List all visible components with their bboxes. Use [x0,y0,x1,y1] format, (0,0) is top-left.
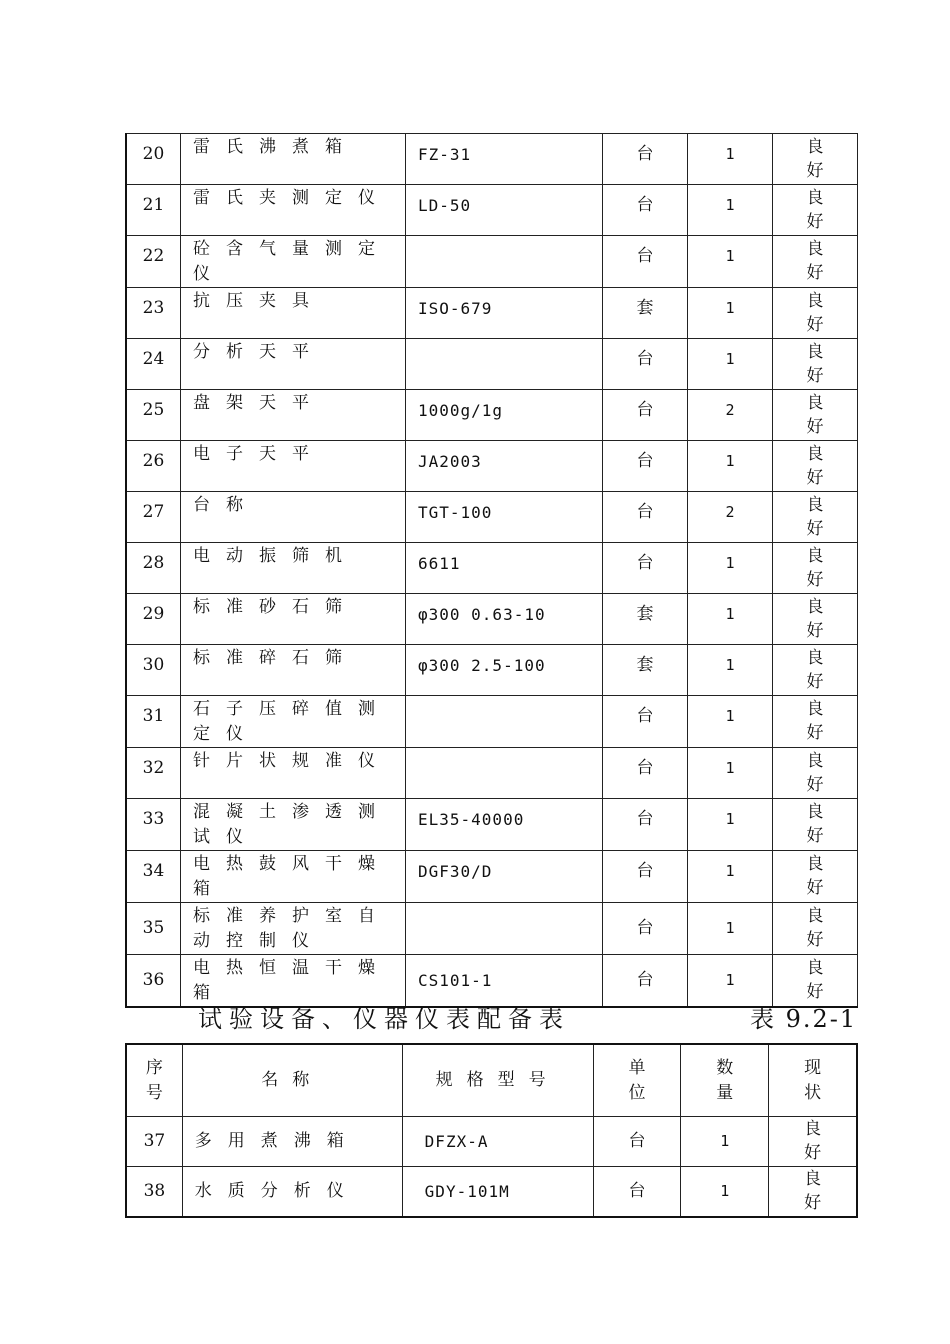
cell-name: 标准养护室自动控制仪 [181,903,406,955]
cell-status: 良好 [773,134,858,185]
cell-name: 电子天平 [181,441,406,492]
cell-no: 25 [126,390,181,441]
cell-status: 良好 [773,185,858,236]
cell-no: 28 [126,543,181,594]
cell-no: 26 [126,441,181,492]
cell-unit: 台 [603,903,688,955]
cell-spec: φ300 0.63-10 [406,594,603,645]
cell-name: 电热鼓风干燥箱 [181,851,406,903]
cell-status: 良好 [773,492,858,543]
cell-name: 混凝土渗透测试仪 [181,799,406,851]
cell-spec: JA2003 [406,441,603,492]
cell-unit: 台 [603,185,688,236]
table-caption-number: 表 9.2-1 [750,1005,858,1033]
table-row [126,134,858,185]
cell-unit: 台 [593,1167,681,1218]
table-row [126,543,858,594]
cell-qty: 1 [681,1117,769,1167]
cell-spec: 1000g/1g [406,390,603,441]
cell-status: 良好 [773,594,858,645]
cell-no: 33 [126,799,181,851]
cell-no: 27 [126,492,181,543]
equipment-table [125,1043,858,1218]
cell-name: 石子压碎值测定仪 [181,696,406,748]
cell-name: 台称 [181,492,406,543]
table-row [126,492,858,543]
cell-no: 36 [126,955,181,1008]
cell-qty: 2 [688,390,773,441]
cell-spec [406,236,603,288]
cell-no: 21 [126,185,181,236]
cell-name: 分析天平 [181,339,406,390]
cell-no: 24 [126,339,181,390]
cell-qty: 1 [688,236,773,288]
cell-no: 22 [126,236,181,288]
header-status: 现状 [769,1044,857,1117]
cell-no: 34 [126,851,181,903]
cell-status: 良好 [773,903,858,955]
cell-unit: 台 [603,799,688,851]
cell-spec: CS101-1 [406,955,603,1008]
cell-unit: 台 [603,955,688,1008]
cell-no: 38 [126,1167,182,1218]
cell-qty: 1 [688,903,773,955]
cell-no: 23 [126,288,181,339]
cell-spec: ISO-679 [406,288,603,339]
cell-unit: 台 [603,339,688,390]
table-row [126,594,858,645]
cell-name: 水质分析仪 [182,1167,402,1218]
cell-spec [406,696,603,748]
table-row [126,851,858,903]
header-qty: 数量 [681,1044,769,1117]
cell-status: 良好 [773,799,858,851]
cell-qty: 1 [688,288,773,339]
header-no: 序号 [126,1044,182,1117]
header-spec: 规格型号 [402,1044,593,1117]
cell-unit: 套 [603,288,688,339]
cell-unit: 台 [603,441,688,492]
table-row [126,1167,857,1218]
cell-status: 良好 [773,696,858,748]
cell-spec [406,903,603,955]
cell-status: 良好 [773,236,858,288]
cell-spec: GDY-101M [402,1167,593,1218]
cell-unit: 套 [603,594,688,645]
cell-spec: EL35-40000 [406,799,603,851]
cell-status: 良好 [769,1117,857,1167]
cell-status: 良好 [773,288,858,339]
cell-spec [406,748,603,799]
cell-qty: 1 [688,799,773,851]
cell-unit: 台 [603,134,688,185]
cell-status: 良好 [769,1167,857,1218]
cell-status: 良好 [773,390,858,441]
cell-unit: 台 [603,390,688,441]
cell-status: 良好 [773,645,858,696]
cell-name: 雷氏夹测定仪 [181,185,406,236]
cell-qty: 1 [688,594,773,645]
table-row [126,799,858,851]
cell-unit: 台 [603,236,688,288]
cell-name: 标准砂石筛 [181,594,406,645]
equipment-table-continued [125,133,858,1008]
cell-no: 29 [126,594,181,645]
table-row [126,441,858,492]
cell-qty: 1 [688,134,773,185]
cell-spec: TGT-100 [406,492,603,543]
cell-no: 35 [126,903,181,955]
cell-spec: DGF30/D [406,851,603,903]
cell-unit: 台 [603,696,688,748]
cell-unit: 台 [593,1117,681,1167]
table-caption-title: 试验设备、仪器仪表配备表 [198,1005,570,1033]
cell-qty: 1 [688,185,773,236]
cell-qty: 1 [688,543,773,594]
cell-name: 盘架天平 [181,390,406,441]
cell-no: 32 [126,748,181,799]
cell-unit: 台 [603,492,688,543]
table-row [126,339,858,390]
table-row [126,903,858,955]
cell-qty: 1 [688,645,773,696]
cell-status: 良好 [773,543,858,594]
cell-status: 良好 [773,441,858,492]
table-row [126,236,858,288]
table-row [126,288,858,339]
table-row [126,390,858,441]
cell-spec: LD-50 [406,185,603,236]
cell-spec: 6611 [406,543,603,594]
cell-unit: 台 [603,543,688,594]
cell-qty: 1 [681,1167,769,1218]
table-row [126,696,858,748]
cell-qty: 1 [688,696,773,748]
cell-name: 电动振筛机 [181,543,406,594]
cell-spec [406,339,603,390]
cell-no: 37 [126,1117,182,1167]
table-row [126,185,858,236]
cell-qty: 1 [688,748,773,799]
header-unit: 单位 [593,1044,681,1117]
cell-spec: φ300 2.5-100 [406,645,603,696]
cell-name: 针片状规准仪 [181,748,406,799]
cell-status: 良好 [773,851,858,903]
header-name: 名称 [182,1044,402,1117]
table-row [126,955,858,1008]
cell-unit: 台 [603,748,688,799]
cell-no: 30 [126,645,181,696]
cell-qty: 1 [688,339,773,390]
table-row [126,1117,857,1167]
cell-spec: FZ-31 [406,134,603,185]
table-row [126,748,858,799]
cell-spec: DFZX-A [402,1117,593,1167]
cell-qty: 1 [688,441,773,492]
cell-name: 标准碎石筛 [181,645,406,696]
cell-unit: 台 [603,851,688,903]
table-row [126,645,858,696]
cell-no: 31 [126,696,181,748]
cell-name: 抗压夹具 [181,288,406,339]
cell-status: 良好 [773,748,858,799]
cell-status: 良好 [773,339,858,390]
cell-status: 良好 [773,955,858,1008]
cell-no: 20 [126,134,181,185]
cell-name: 雷氏沸煮箱 [181,134,406,185]
cell-qty: 1 [688,851,773,903]
cell-name: 砼含气量测定仪 [181,236,406,288]
cell-qty: 2 [688,492,773,543]
cell-qty: 1 [688,955,773,1008]
cell-name: 电热恒温干燥箱 [181,955,406,1008]
equipment-table-body [126,134,858,1008]
table-header-row [126,1044,857,1117]
cell-unit: 套 [603,645,688,696]
cell-name: 多用煮沸箱 [182,1117,402,1167]
